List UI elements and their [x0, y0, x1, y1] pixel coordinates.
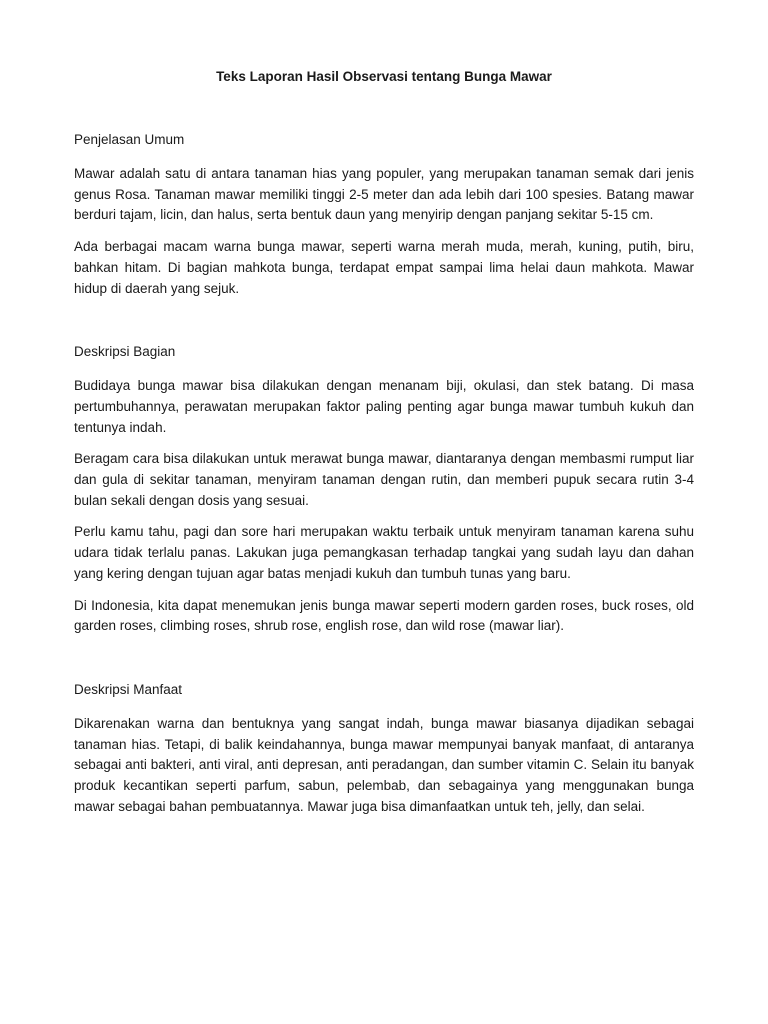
document-title: Teks Laporan Hasil Observasi tentang Bunga Mawar: [216, 69, 552, 84]
paragraph: Beragam cara bisa dilakukan untuk merawat bunga mawar, diantaranya dengan membasmi rumput liar dan gula di sekitar tanaman, menyiram tanaman dengan rutin, dan memberi pupuk secara rutin 3-4 bulan sekali dengan dosis yang sesuai.: [74, 451, 694, 508]
section-heading: Deskripsi Bagian: [74, 344, 176, 360]
paragraph: Mawar adalah satu di antara tanaman hias yang populer, yang merupakan tanaman semak dari jenis genus Rosa. Tanaman mawar memiliki tinggi 2-5 meter dan ada lebih dari 100 spesies. Batang mawar berduri tajam, licin, dan halus, serta bentuk daun yang menyirip dengan panjang sekitar 5-15 cm.: [74, 166, 694, 223]
section-penjelasan-umum: [74, 131, 694, 299]
paragraph: Dikarenakan warna dan bentuknya yang sangat indah, bunga mawar biasanya dijadikan sebagai tanaman hias. Tetapi, di balik keindahannya, bunga mawar mempunyai banyak manfaat, di antaranya sebagai anti bakteri, anti viral, anti depresan, anti peradangan, dan sumber vitamin C. Selain itu banyak produk kecantikan seperti parfum, sabun, pelembab, dan sebagainya yang menggunakan bunga mawar sebagai bahan pembuatannya. Mawar juga bisa dimanfaatkan untuk teh, jelly, dan selai.: [74, 715, 694, 814]
section-deskripsi-manfaat: [74, 681, 694, 818]
paragraph: Budidaya bunga mawar bisa dilakukan dengan menanam biji, okulasi, dan stek batang. Di masa pertumbuhannya, perawatan merupakan faktor paling penting agar bunga mawar tumbuh kukuh dan tentunya indah.: [74, 378, 694, 435]
paragraph: Ada berbagai macam warna bunga mawar, seperti warna merah muda, merah, kuning, putih, biru, bahkan hitam. Di bagian mahkota bunga, terdapat empat sampai lima helai daun mahkota. Mawar hidup di daerah yang sejuk.: [74, 239, 694, 296]
paragraph: Perlu kamu tahu, pagi dan sore hari merupakan waktu terbaik untuk menyiram tanaman karena suhu udara tidak terlalu panas. Lakukan juga pemangkasan terhadap tangkai yang sudah layu dan dahan yang kering dengan tujuan agar batas menjadi kukuh dan tumbuh tunas yang baru.: [74, 524, 694, 581]
section-heading: Deskripsi Manfaat: [74, 681, 183, 697]
section-heading: Penjelasan Umum: [74, 132, 185, 147]
paragraph: Di Indonesia, kita dapat menemukan jenis bunga mawar seperti modern garden roses, buck roses, old garden roses, climbing roses, shrub rose, english rose, dan wild rose (mawar liar).: [74, 597, 694, 634]
section-deskripsi-bagian: [74, 343, 694, 637]
document-content: [74, 68, 694, 817]
